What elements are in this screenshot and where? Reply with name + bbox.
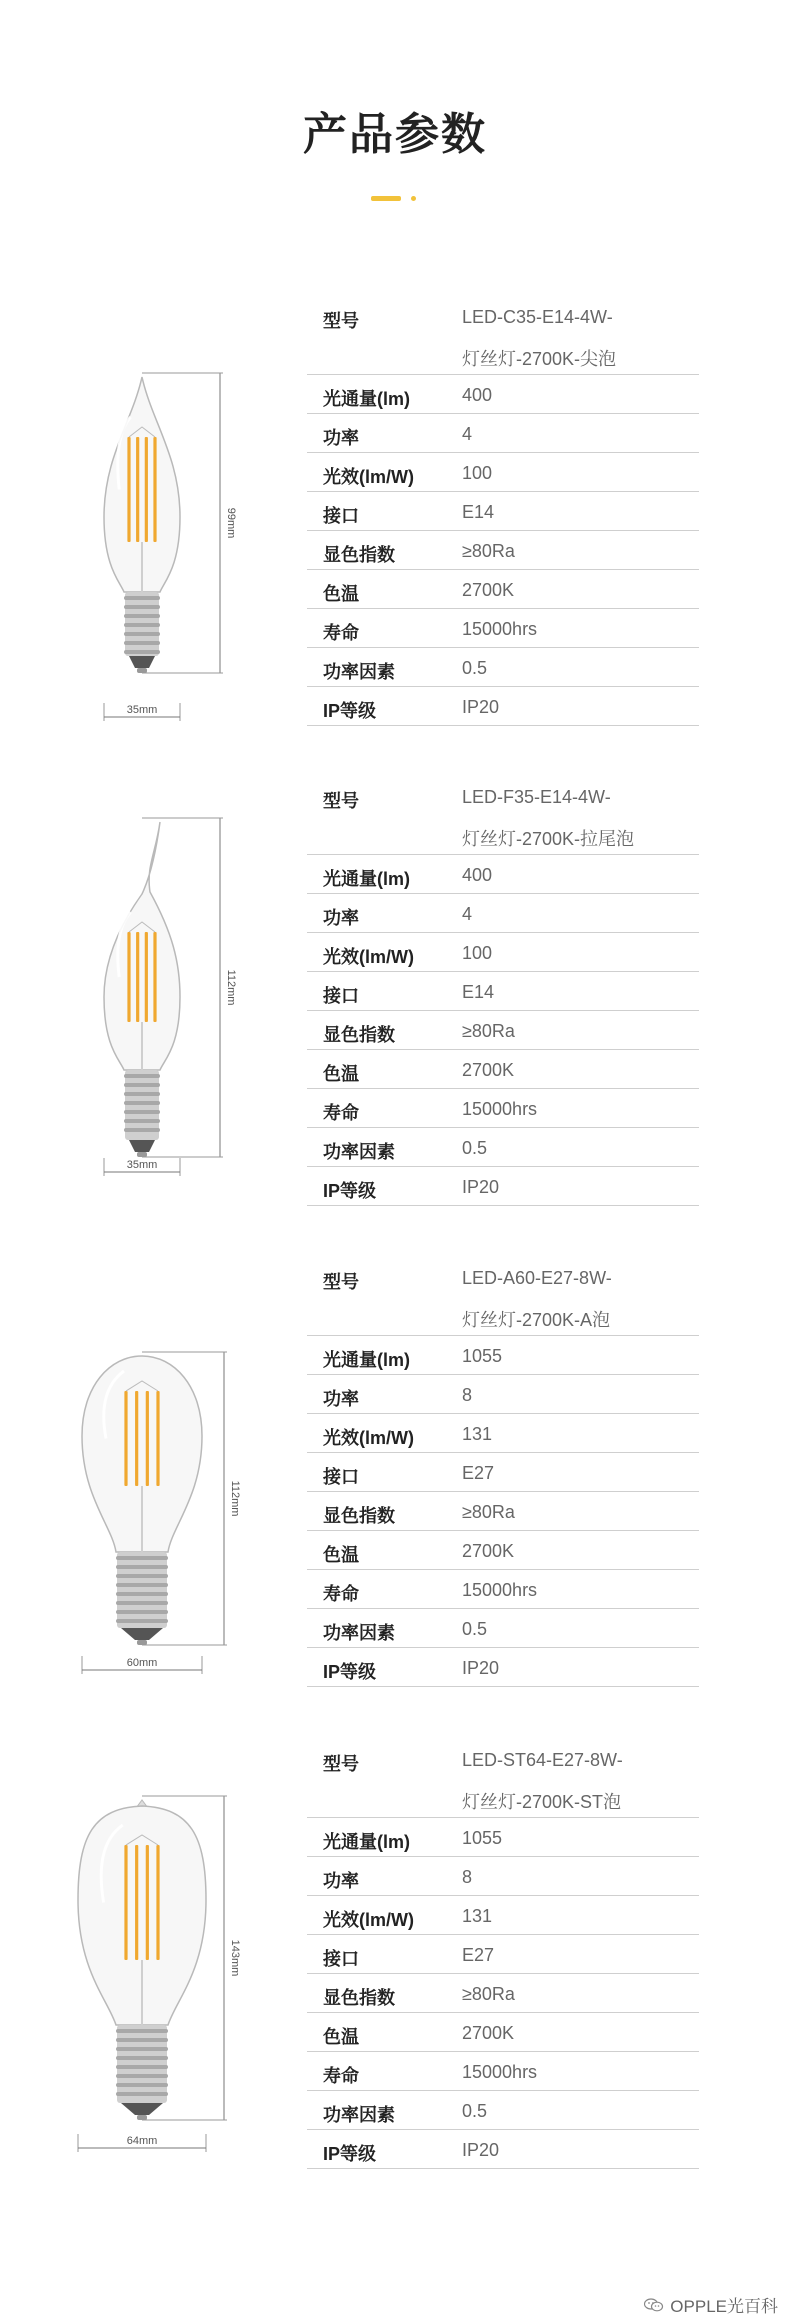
spec-value: 400 xyxy=(462,865,493,885)
spec-value: IP20 xyxy=(462,2140,500,2160)
spec-value: 15000hrs xyxy=(462,1580,538,1600)
spec-label: 显色指数 xyxy=(323,1025,395,1045)
bulb-illustration xyxy=(60,777,260,1237)
spec-label: 功率因素 xyxy=(323,1142,395,1162)
spec-row xyxy=(307,1531,699,1570)
spec-label: 寿命 xyxy=(323,623,359,643)
spec-value: 0.5 xyxy=(462,1138,488,1158)
spec-table xyxy=(307,1258,699,1687)
spec-label: 显色指数 xyxy=(323,1988,395,2008)
spec-label: IP等级 xyxy=(323,701,377,721)
spec-row xyxy=(307,2130,699,2169)
spec-value: 0.5 xyxy=(462,2101,488,2121)
title-underline-dash xyxy=(371,196,401,201)
filament xyxy=(153,932,156,1022)
model-line-1: LED-C35-E14-4W- xyxy=(462,307,613,327)
width-dimension xyxy=(82,1656,202,1674)
model-line-1: LED-A60-E27-8W- xyxy=(462,1268,612,1288)
title-underline-dot xyxy=(411,196,416,201)
spec-row xyxy=(307,1570,699,1609)
spec-value: 15000hrs xyxy=(462,619,538,639)
spec-row xyxy=(307,2091,699,2130)
spec-row xyxy=(307,1896,699,1935)
spec-label: 型号 xyxy=(323,791,359,811)
filament xyxy=(153,437,156,542)
filament xyxy=(146,1845,149,1960)
spec-row xyxy=(307,609,699,648)
spec-label: 光效(lm/W) xyxy=(323,467,414,487)
spec-label: 功率 xyxy=(323,428,359,448)
screw-base xyxy=(116,1552,168,1645)
spec-row xyxy=(307,1050,699,1089)
spec-row xyxy=(307,2052,699,2091)
width-dimension xyxy=(104,703,180,721)
spec-label: 功率因素 xyxy=(323,662,395,682)
spec-value: 2700K xyxy=(462,2023,515,2043)
spec-label: 光效(lm/W) xyxy=(323,1910,414,1930)
spec-label: 光通量(lm) xyxy=(323,1350,410,1370)
spec-value: 0.5 xyxy=(462,658,488,678)
spec-row xyxy=(307,1974,699,2013)
model-line-1: LED-ST64-E27-8W- xyxy=(462,1750,623,1770)
spec-label: 型号 xyxy=(323,1272,359,1292)
spec-row-model xyxy=(307,1258,699,1336)
spec-label: 寿命 xyxy=(323,1584,359,1604)
spec-label: 光通量(lm) xyxy=(323,869,410,889)
spec-row-model xyxy=(307,1740,699,1818)
spec-value: 2700K xyxy=(462,1541,515,1561)
spec-value: IP20 xyxy=(462,697,500,717)
spec-row xyxy=(307,1648,699,1687)
width-dim-label: 64mm xyxy=(126,2135,158,2147)
filament xyxy=(136,932,139,1022)
spec-value: 4 xyxy=(462,424,473,444)
spec-value: ≥80Ra xyxy=(462,1984,515,2004)
filament xyxy=(136,437,139,542)
spec-row xyxy=(307,894,699,933)
spec-label: 型号 xyxy=(323,311,359,331)
model-line-2: 灯丝灯-2700K-尖泡 xyxy=(462,349,617,369)
filament xyxy=(156,1391,159,1486)
spec-row xyxy=(307,1089,699,1128)
spec-row xyxy=(307,375,699,414)
filament xyxy=(145,437,148,542)
filament xyxy=(127,437,130,542)
spec-value: 1055 xyxy=(462,1828,503,1848)
spec-label: 光通量(lm) xyxy=(323,389,410,409)
spec-row-model xyxy=(307,297,699,375)
spec-value: E14 xyxy=(462,982,495,1002)
spec-value: 1055 xyxy=(462,1346,503,1366)
spec-value: ≥80Ra xyxy=(462,541,515,561)
spec-value: IP20 xyxy=(462,1177,500,1197)
spec-label: 接口 xyxy=(323,506,359,526)
spec-label: 接口 xyxy=(323,1467,359,1487)
spec-row xyxy=(307,648,699,687)
spec-row xyxy=(307,2013,699,2052)
width-dim-label: 35mm xyxy=(126,1159,158,1171)
spec-value: 2700K xyxy=(462,580,515,600)
spec-row xyxy=(307,1453,699,1492)
spec-value: 4 xyxy=(462,904,473,924)
filament xyxy=(135,1845,138,1960)
width-dimension xyxy=(78,2134,206,2152)
spec-row xyxy=(307,453,699,492)
spec-label: 寿命 xyxy=(323,2066,359,2086)
model-line-2: 灯丝灯-2700K-A泡 xyxy=(462,1310,611,1330)
spec-value: E27 xyxy=(462,1945,495,1965)
spec-label: 光效(lm/W) xyxy=(323,1428,414,1448)
height-dim-label: 99mm xyxy=(225,507,237,539)
filament xyxy=(127,932,130,1022)
product-section xyxy=(0,1258,790,1718)
spec-row xyxy=(307,1414,699,1453)
spec-label: 色温 xyxy=(323,584,359,604)
spec-row-model xyxy=(307,777,699,855)
spec-value: 100 xyxy=(462,463,493,483)
spec-value: 400 xyxy=(462,385,493,405)
spec-label: 寿命 xyxy=(323,1103,359,1123)
spec-label: IP等级 xyxy=(323,1662,377,1682)
spec-row xyxy=(307,1128,699,1167)
page-title: 产品参数 xyxy=(303,109,487,160)
spec-value: IP20 xyxy=(462,1658,500,1678)
spec-label: 型号 xyxy=(323,1754,359,1774)
spec-value: 100 xyxy=(462,943,493,963)
spec-row xyxy=(307,1609,699,1648)
spec-row xyxy=(307,414,699,453)
width-dim-label: 60mm xyxy=(126,1657,158,1669)
product-section xyxy=(0,777,790,1237)
spec-row xyxy=(307,492,699,531)
spec-value: E14 xyxy=(462,502,495,522)
spec-label: IP等级 xyxy=(323,1181,377,1201)
model-line-1: LED-F35-E14-4W- xyxy=(462,787,611,807)
spec-value: 131 xyxy=(462,1424,493,1444)
spec-row xyxy=(307,1818,699,1857)
spec-value: 15000hrs xyxy=(462,1099,538,1119)
spec-label: 色温 xyxy=(323,2027,359,2047)
spec-value: ≥80Ra xyxy=(462,1021,515,1041)
height-dim-label: 143mm xyxy=(229,1939,241,1977)
height-dim-label: 112mm xyxy=(229,1480,241,1517)
spec-label: 光效(lm/W) xyxy=(323,947,414,967)
spec-label: 功率 xyxy=(323,908,359,928)
spec-row xyxy=(307,1935,699,1974)
spec-label: 接口 xyxy=(323,986,359,1006)
bulb-illustration xyxy=(60,1740,260,2200)
spec-row xyxy=(307,972,699,1011)
bulb-illustration xyxy=(60,1258,260,1718)
spec-value: E27 xyxy=(462,1463,495,1483)
spec-label: 功率因素 xyxy=(323,1623,395,1643)
spec-table xyxy=(307,297,699,726)
product-section xyxy=(0,297,790,757)
spec-table xyxy=(307,777,699,1206)
spec-row xyxy=(307,1375,699,1414)
spec-label: 色温 xyxy=(323,1064,359,1084)
screw-base xyxy=(124,1070,160,1157)
spec-row xyxy=(307,1492,699,1531)
spec-value: 131 xyxy=(462,1906,493,1926)
spec-row xyxy=(307,1336,699,1375)
screw-base xyxy=(124,592,160,673)
spec-label: 显色指数 xyxy=(323,545,395,565)
filament xyxy=(145,932,148,1022)
spec-label: 光通量(lm) xyxy=(323,1832,410,1852)
spec-row xyxy=(307,687,699,726)
spec-value: 15000hrs xyxy=(462,2062,538,2082)
spec-table xyxy=(307,1740,699,2169)
spec-value: 2700K xyxy=(462,1060,515,1080)
spec-row xyxy=(307,855,699,894)
spec-row xyxy=(307,570,699,609)
height-dim-label: 112mm xyxy=(225,969,237,1006)
spec-label: 显色指数 xyxy=(323,1506,395,1526)
spec-row xyxy=(307,933,699,972)
spec-label: 接口 xyxy=(323,1949,359,1969)
spec-value: ≥80Ra xyxy=(462,1502,515,1522)
filament xyxy=(124,1845,127,1960)
spec-row xyxy=(307,1167,699,1206)
wechat-icon xyxy=(644,2298,664,2312)
spec-value: 0.5 xyxy=(462,1619,488,1639)
spec-label: 功率因素 xyxy=(323,2105,395,2125)
model-line-2: 灯丝灯-2700K-ST泡 xyxy=(462,1792,622,1812)
spec-row xyxy=(307,1011,699,1050)
watermark xyxy=(644,2292,778,2317)
filament xyxy=(135,1391,138,1486)
spec-label: 功率 xyxy=(323,1871,359,1891)
spec-row xyxy=(307,1857,699,1896)
spec-label: IP等级 xyxy=(323,2144,377,2164)
watermark-text: OPPLE光百科 xyxy=(670,2297,778,2316)
filament xyxy=(124,1391,127,1486)
width-dimension xyxy=(104,1158,180,1176)
spec-label: 功率 xyxy=(323,1389,359,1409)
spec-value: 8 xyxy=(462,1867,473,1887)
model-line-2: 灯丝灯-2700K-拉尾泡 xyxy=(462,829,635,849)
bulb-illustration xyxy=(60,297,260,757)
screw-base xyxy=(116,2025,168,2120)
product-section xyxy=(0,1740,790,2200)
filament xyxy=(146,1391,149,1486)
spec-value: 8 xyxy=(462,1385,473,1405)
spec-label: 色温 xyxy=(323,1545,359,1565)
width-dim-label: 35mm xyxy=(126,704,158,716)
filament xyxy=(156,1845,159,1960)
spec-row xyxy=(307,531,699,570)
